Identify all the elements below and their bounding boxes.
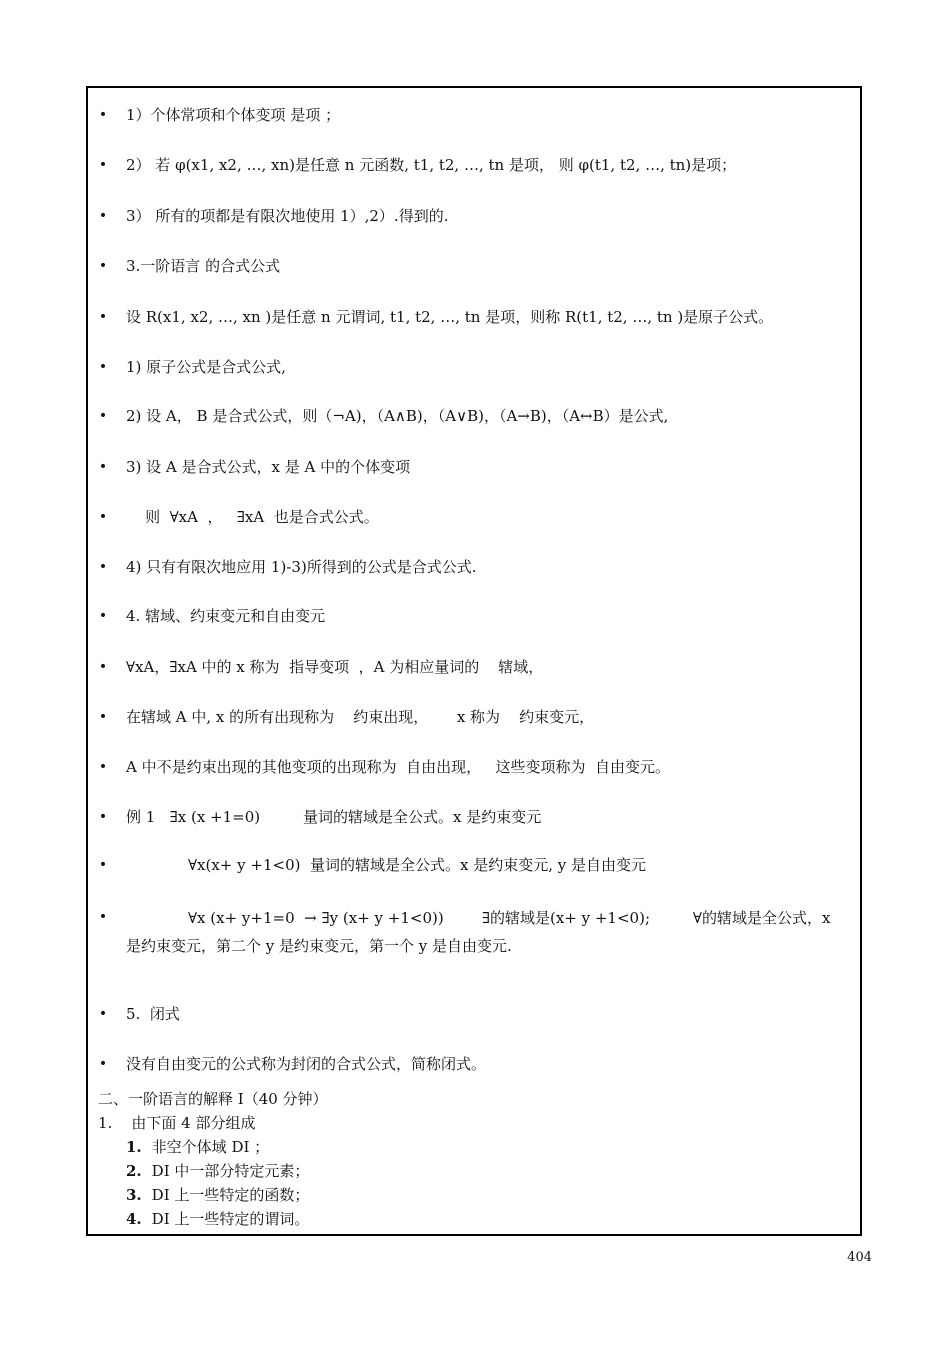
list-item-text: 3.一阶语言 的合式公式	[126, 257, 281, 275]
sub-item	[126, 1160, 309, 1182]
bullet-dot: •	[98, 659, 108, 675]
sub-item-number: 1.	[126, 1138, 142, 1156]
list-item-text: 在辖域 A 中, x 的所有出现称为 约束出现， x 称为 约束变元，	[126, 708, 595, 726]
list-item-text: 3) 设 A 是合式公式，x 是 A 中的个体变项	[126, 458, 411, 476]
list-item-text: 4. 辖域、约束变元和自由变元	[126, 607, 326, 625]
item-intro: 1. 由下面 4 部分组成	[98, 1114, 256, 1132]
list-item-text: 2) 设 A， B 是合式公式，则（¬A)，（A∧B)，（A∨B)，（A→B)，（A↔B）是公式,	[126, 407, 669, 425]
bullet-dot: •	[98, 408, 108, 424]
sub-item-text: DI 上一些特定的函数；	[151, 1186, 310, 1204]
list-item-text: ∀x(x+ y +1<0) 量词的辖域是全公式。x 是约束变元, y 是自由变元	[126, 856, 647, 874]
bullet-dot: •	[98, 157, 108, 173]
bullet-dot: •	[98, 107, 108, 123]
bullet-dot: •	[98, 809, 108, 825]
sub-item	[126, 1184, 309, 1206]
bullet-dot: •	[98, 208, 108, 224]
list-item-text: ∀xA，∃xA 中的 x 称为 指导变项 ，A 为相应量词的 辖域，	[126, 658, 544, 676]
sub-item-text: DI 中一部分特定元素；	[151, 1162, 310, 1180]
bullet-dot: •	[98, 1006, 108, 1022]
bullet-dot: •	[98, 909, 108, 925]
bullet-dot: •	[98, 258, 108, 274]
bullet-dot: •	[98, 559, 108, 575]
bullet-dot: •	[98, 1056, 108, 1072]
bullet-dot: •	[98, 709, 108, 725]
bullet-dot: •	[98, 857, 108, 873]
sub-item-text: 非空个体域 DI ；	[151, 1138, 270, 1156]
bullet-dot: •	[98, 608, 108, 624]
list-item-text: 例 1 ∃x (x +1=0) 量词的辖域是全公式。x 是约束变元	[126, 808, 542, 826]
list-item-text: 2） 若 φ(x1, x2, …, xn)是任意 n 元函数, t1, t2, …, tn 是项， 则 φ(t1, t2, …, tn)是项；	[126, 156, 737, 174]
page-number: 404	[847, 1250, 872, 1265]
list-item-text: 没有自由变元的公式称为封闭的合式公式，简称闭式。	[126, 1055, 487, 1073]
bullet-dot: •	[98, 359, 108, 375]
list-item-text: 4) 只有有限次地应用 1)-3)所得到的公式是合式公式.	[126, 558, 477, 576]
list-item-text: ∀x (x+ y+1=0 → ∃y (x+ y +1<0)) ∃的辖域是(x+ y +1<0); ∀的辖域是全公式，x 是约束变元，第二个 y 是约束变元，第一个 y 是自由变元.	[126, 909, 836, 955]
list-item-text: 则 ∀xA ， ∃xA 也是合式公式。	[126, 508, 379, 526]
sub-item-number: 4.	[126, 1210, 142, 1228]
list-item-text: 1) 原子公式是合式公式,	[126, 358, 286, 376]
sub-item-number: 2.	[126, 1162, 142, 1180]
content-frame	[86, 86, 862, 1236]
list-item-text: 5. 闭式	[126, 1005, 180, 1023]
sub-item	[126, 1208, 309, 1230]
sub-item	[126, 1136, 269, 1158]
sub-item-number: 3.	[126, 1186, 142, 1204]
bullet-dot: •	[98, 309, 108, 325]
section-title: 二、一阶语言的解释 I（40 分钟）	[98, 1090, 328, 1108]
sub-item-text: DI 上一些特定的谓词。	[151, 1210, 310, 1228]
bullet-dot: •	[98, 509, 108, 525]
list-item-text: 1）个体常项和个体变项 是项 ；	[126, 106, 341, 124]
list-item-text: A 中不是约束出现的其他变项的出现称为 自由出现， 这些变项称为 自由变元。	[126, 758, 670, 776]
bullet-dot: •	[98, 459, 108, 475]
list-item-text: 设 R(x1, x2, …, xn )是任意 n 元谓词, t1, t2, …, tn 是项，则称 R(t1, t2, …, tn )是原子公式。	[126, 308, 774, 326]
bullet-dot: •	[98, 759, 108, 775]
list-item-text: 3） 所有的项都是有限次地使用 1）,2）.得到的.	[126, 207, 449, 225]
